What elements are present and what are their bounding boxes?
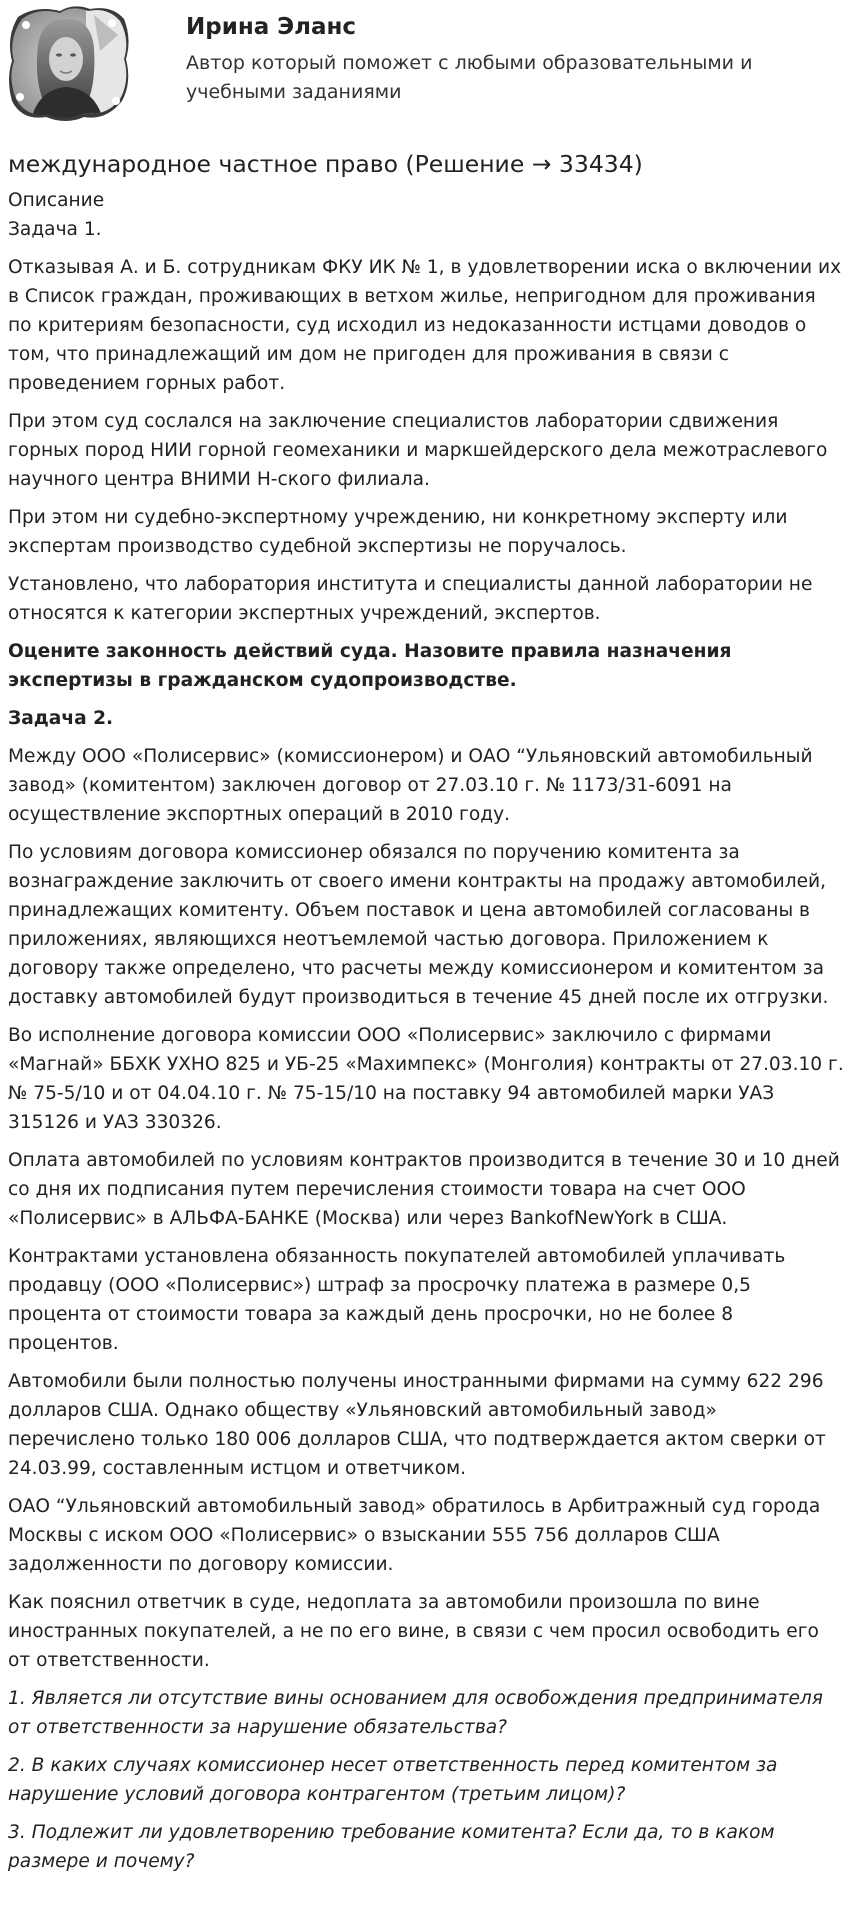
article-body <box>8 186 844 1885</box>
task2-paragraph: Между ООО «Полисервис» (комиссионером) и ОАО “Ульяновский автомобильный завод» (комитентом) заключен договор от 27.03.10 г. № 1173/31-6091 на осуществление экспортных операций в 2010 году. <box>8 746 813 825</box>
task2-label: Задача 2. <box>8 708 114 729</box>
task2-question-text: 1. Является ли отсутствие вины основанием для освобождения предпринимателя от ответственности за нарушение обязательства? <box>8 1688 823 1738</box>
author-card <box>0 0 847 135</box>
task1-paragraph: Отказывая А. и Б. сотрудникам ФКУ ИК № 1, в удовлетворении иска о включении их в Список граждан, проживающих в ветхом жилье, непригодном для проживания по критериям безопасности, суд исходил из недоказанности истцами доводов о том, что принадлежащий им дом не пригоден для проживания в связи с проведением горных работ. <box>8 257 842 394</box>
task2-paragraph: Во исполнение договора комиссии ООО «Полисервис» заключило с фирмами «Магнай» ББХК УХНО 825 и УБ-25 «Махимпекс» (Монголия) контракты от 27.03.10 г. № 75-5/10 и от 04.04.10 г. № 75-15/10 на поставку 94 автомобилей марки УАЗ 315126 и УАЗ 330326. <box>8 1025 844 1133</box>
task2-paragraph: Оплата автомобилей по условиям контрактов производится в течение 30 и 10 дней со дня их подписания путем перечисления стоимости товара на счет ООО «Полисервис» в АЛЬФА-БАНКЕ (Москва) или через BankofNewYork в США. <box>8 1150 840 1229</box>
task2-question <box>8 1751 844 1809</box>
task2-paragraph: ОАО “Ульяновский автомобильный завод» обратилось в Арбитражный суд города Москвы с иском ООО «Полисервис» о взыскании 555 756 долларов США задолженности по договору комиссии. <box>8 1496 821 1575</box>
task1-label: Задача 1. <box>8 219 102 240</box>
task1-question-text: Оцените законность действий суда. Назовите правила назначения экспертизы в гражданском судопроизводстве. <box>8 641 732 691</box>
task1-paragraph: Установлено, что лаборатория института и специалисты данной лаборатории не относятся к категории экспертных учреждений, экспертов. <box>8 574 813 624</box>
task2-label-row <box>8 704 844 733</box>
description-label: Описание <box>8 190 105 211</box>
task2-paragraph: Как пояснил ответчик в суде, недоплата за автомобили произошла по вине иностранных покупателей, а не по его вине, в связи с чем просил освободить его от ответственности. <box>8 1592 819 1671</box>
task2-paragraph: Автомобили были полностью получены иностранными фирмами на сумму 622 296 долларов США. Однако обществу «Ульяновский автомобильный завод» перечислено только 180 006 долларов США, что подтверждается актом сверки от 24.03.99, составленным истцом и ответчиком. <box>8 1371 826 1479</box>
task2-question <box>8 1818 844 1876</box>
author-name[interactable]: Ирина Эланс <box>186 14 357 40</box>
author-avatar[interactable] <box>8 5 130 123</box>
task1-question <box>8 637 844 695</box>
page-title: международное частное право (Решение → 33434) <box>8 150 643 178</box>
task1-paragraph: При этом ни судебно-экспертному учреждению, ни конкретному эксперту или экспертам производство судебной экспертизы не поручалось. <box>8 507 788 557</box>
task2-paragraph: Контрактами установлена обязанность покупателей автомобилей уплачивать продавцу (ООО «Полисервис») штраф за просрочку платежа в размере 0,5 процента от стоимости товара за каждый день просрочки, но не более 8 процентов. <box>8 1246 786 1354</box>
task2-question-text: 2. В каких случаях комиссионер несет ответственность перед комитентом за нарушение условий договора контрагентом (третьим лицом)? <box>8 1755 778 1805</box>
task1-paragraph: При этом суд сослался на заключение специалистов лаборатории сдвижения горных пород НИИ горной геомеханики и маркшейдерского дела межотраслевого научного центра ВНИМИ Н-ского филиала. <box>8 411 828 490</box>
task2-question <box>8 1684 844 1742</box>
task2-question-text: 3. Подлежит ли удовлетворению требование комитента? Если да, то в каком размере и почему? <box>8 1822 775 1872</box>
author-description: Автор который поможет с любыми образовательными и учебными заданиями <box>186 52 753 103</box>
task2-paragraph: По условиям договора комиссионер обязался по поручению комитента за вознаграждение заключить от своего имени контракты на продажу автомобилей, принадлежащих комитенту. Объем поставок и цена автомобилей согласованы в приложениях, являющихся неотъемлемой частью договора. Приложением к договору также определено, что расчеты между комиссионером и комитентом за доставку автомобилей будут производиться в течение 45 дней после их отгрузки. <box>8 842 829 1008</box>
